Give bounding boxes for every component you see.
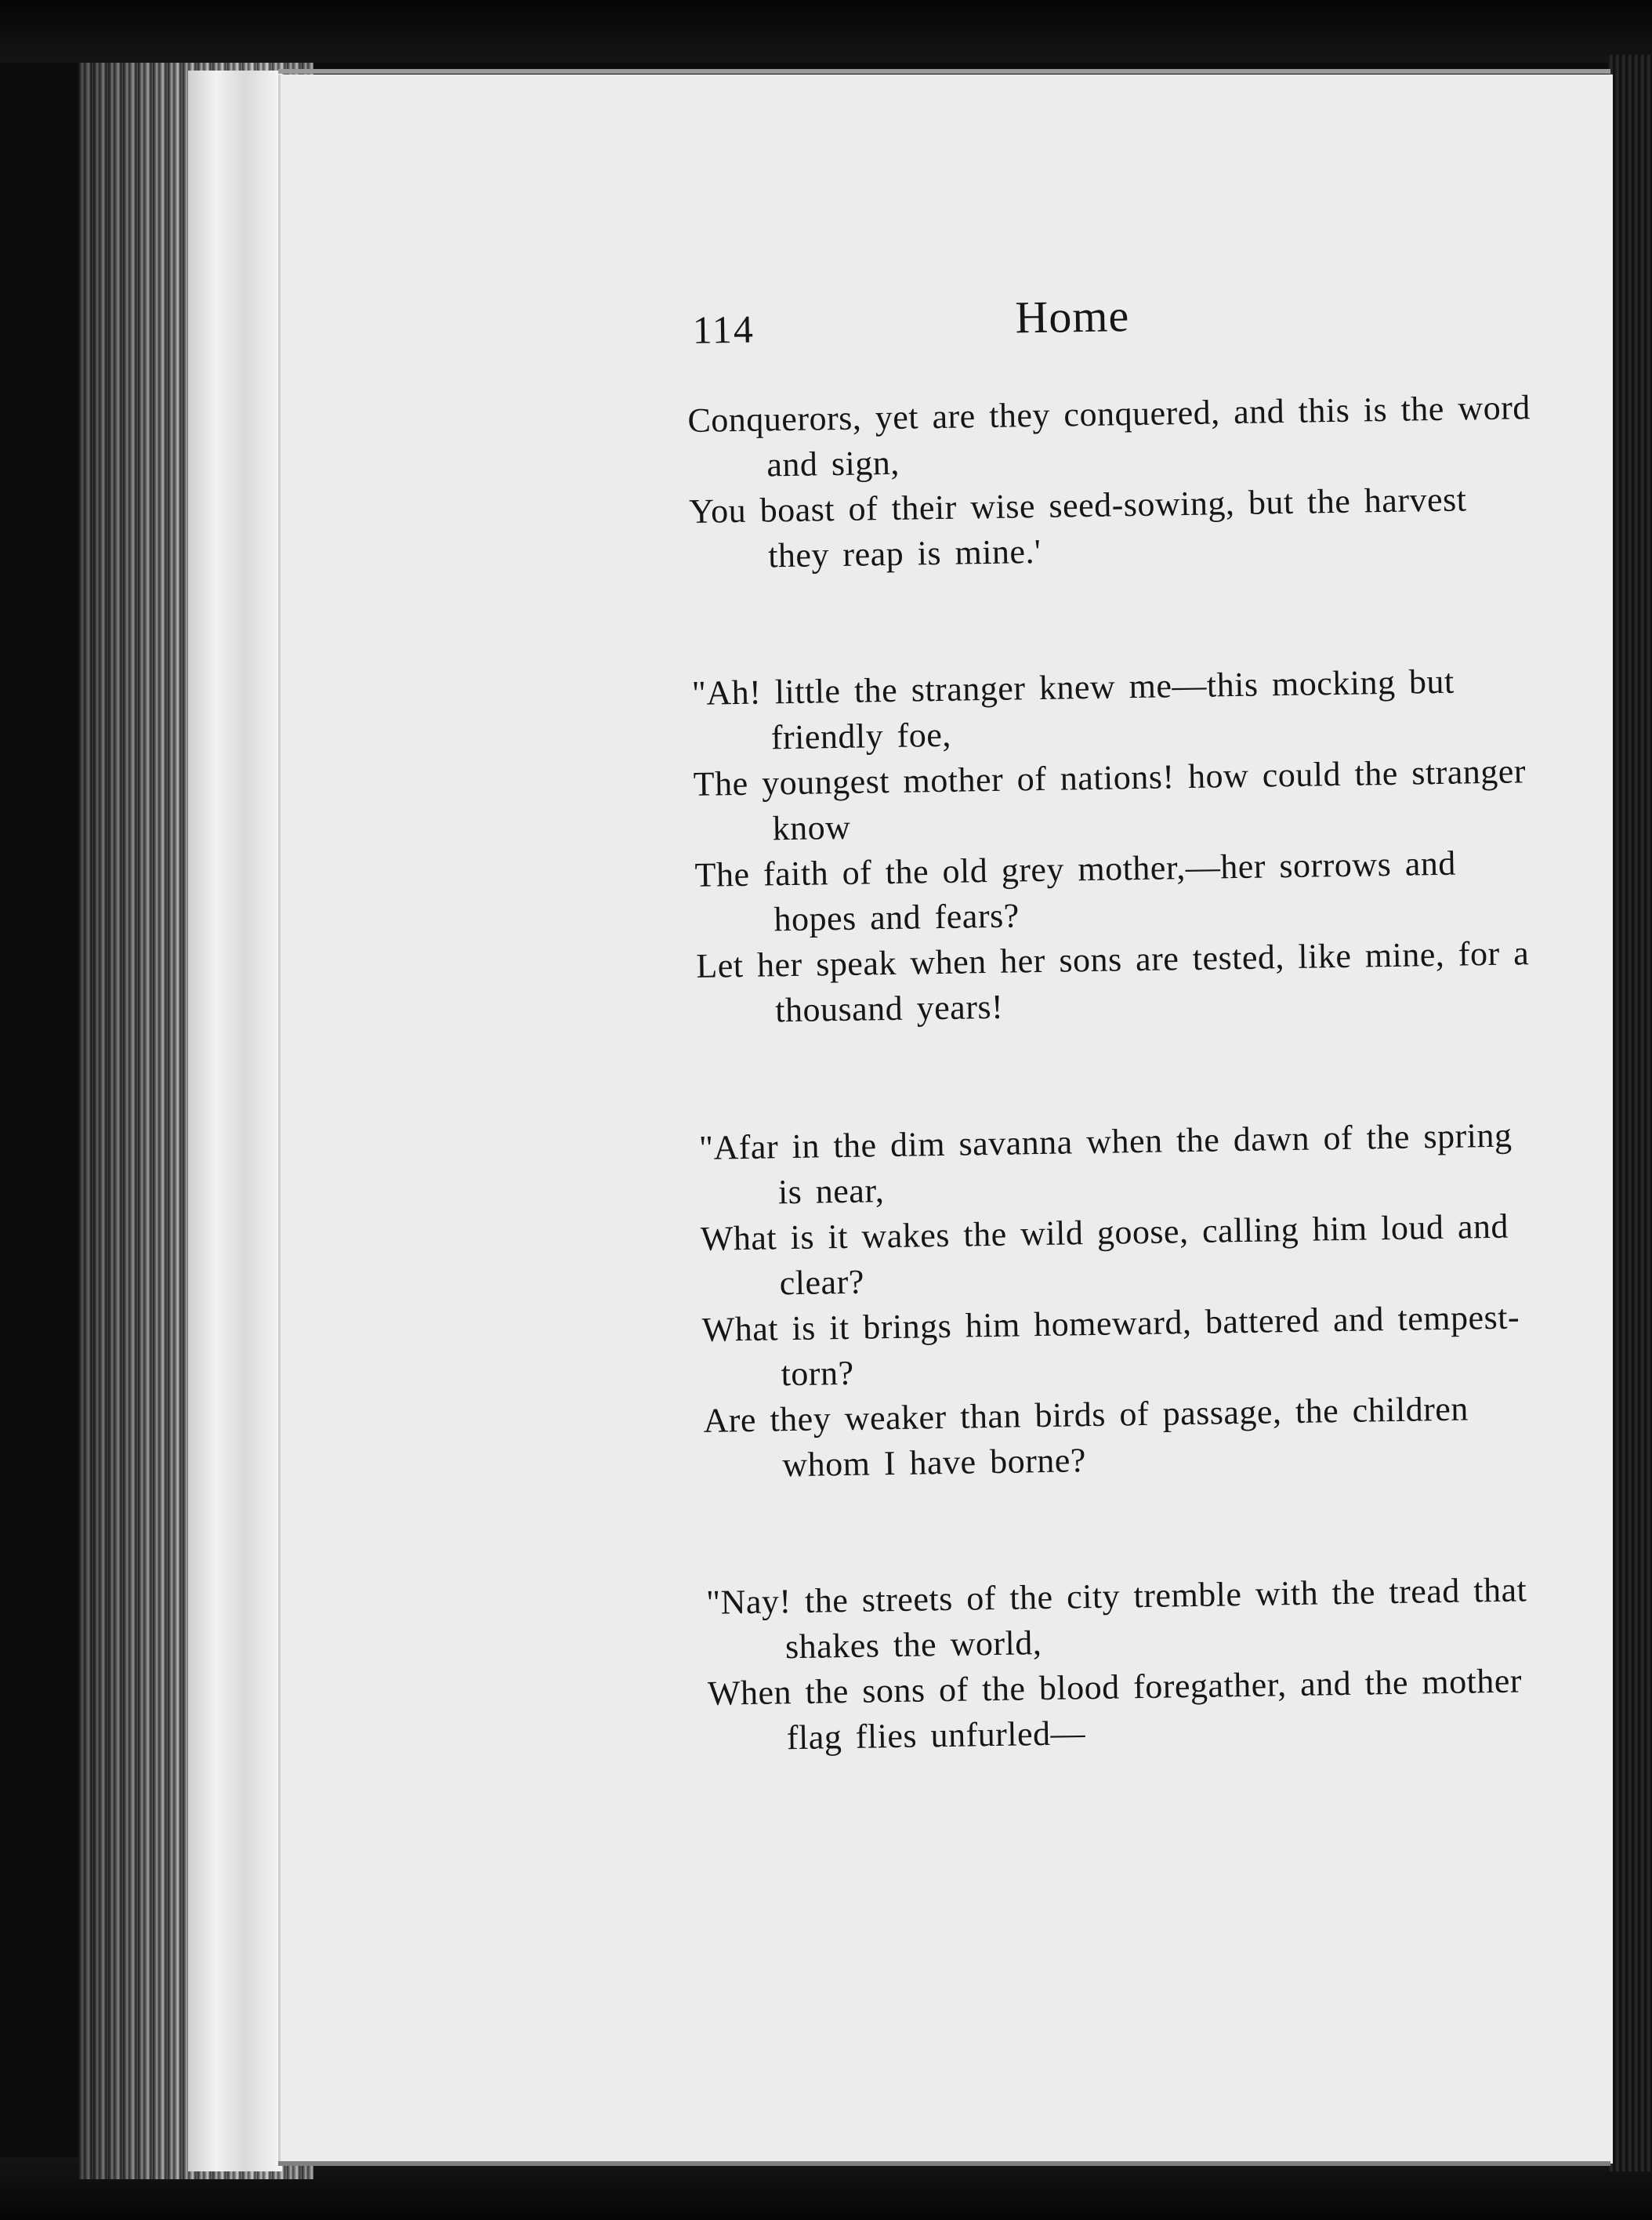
running-title: Home — [1014, 290, 1130, 343]
verse-line: The faith of the old grey mother,—her sorrows and hopes and fears? — [694, 843, 1457, 939]
verse-line: The youngest mother of nations! how could the stranger know — [693, 752, 1527, 848]
verse-line: "Nay! the streets of the city tremble with the tread that shakes the world, — [705, 1570, 1527, 1667]
page-top-edge — [278, 69, 1610, 74]
verse-line: "Afar in the dim savanna when the dawn of the spring is near, — [698, 1115, 1513, 1212]
stanza-1 — [687, 385, 1537, 580]
verse-line: Let her speak when her sons are tested, like mine, for a thousand years! — [696, 934, 1530, 1030]
stanza-2 — [692, 658, 1544, 1035]
poem-body — [687, 385, 1555, 1762]
stanza-3 — [699, 1112, 1551, 1489]
book-binding-edge — [1608, 55, 1652, 2171]
verse-line: What is it wakes the wild goose, calling him loud and clear? — [700, 1206, 1509, 1303]
page-bottom-edge — [278, 2161, 1610, 2166]
page-content — [686, 283, 1556, 1853]
verse-line: You boast of their wise seed-sowing, but the harvest they reap is mine.' — [688, 480, 1467, 575]
page-header — [686, 283, 1533, 359]
page-leaf-edges — [188, 71, 282, 2171]
verse-line: What is it brings him homeward, battered and tempest-torn? — [701, 1297, 1520, 1394]
page-number: 114 — [692, 307, 755, 352]
stanza-4 — [706, 1567, 1556, 1762]
scan-border-top — [0, 0, 1652, 63]
verse-line: When the sons of the blood foregather, and the mother flag flies unfurled— — [707, 1661, 1523, 1758]
verse-line: Are they weaker than birds of passage, the children whom I have borne? — [703, 1389, 1469, 1485]
verse-line: "Ah! little the stranger knew me—this mocking but friendly foe, — [691, 662, 1455, 757]
verse-line: Conquerors, yet are they conquered, and this is the word and sign, — [687, 388, 1531, 484]
